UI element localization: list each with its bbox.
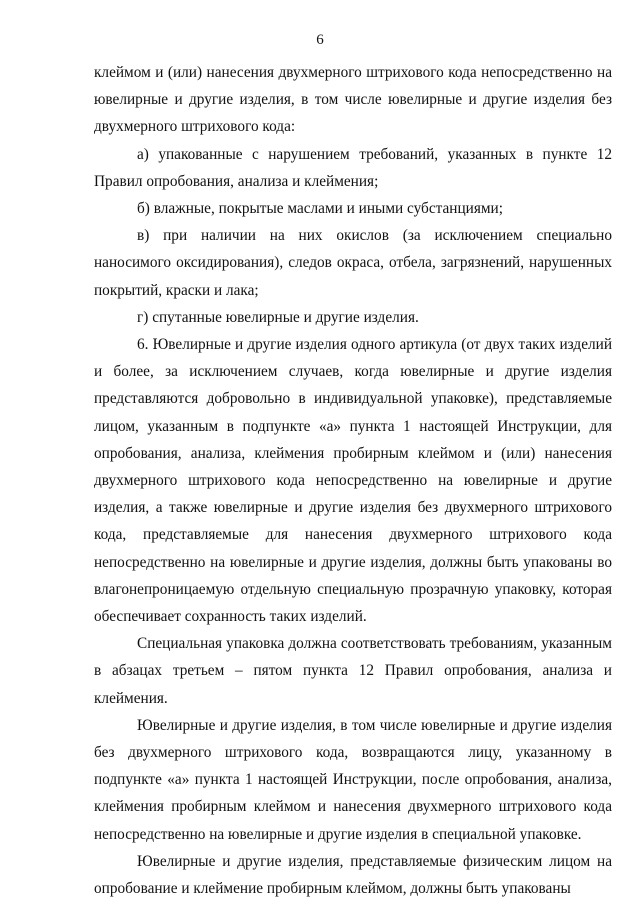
list-item-v: в) при наличии на них окислов (за исключением специально наносимого оксидирования), следов окраса, отбела, загрязнений, нарушенных покрытий, краски и лака; (94, 227, 612, 299)
paragraph-clause-6: 6. Ювелирные и другие изделия одного артикула (от двух таких изделий и более, за исключением случаев, когда ювелирные и другие изделия представляются добровольно в индивидуальной упаковке), представляемые лицом, указанным в подпункте «а» пункта 1 настоящей Инструкции, для опробования, анализа, клеймения пробирным клеймом и (или) нанесения двухмерного штрихового кода непосредственно на ювелирные и другие изделия, а также ювелирные и другие изделия без двухмерного штрихового кода, представляемые для нанесения двухмерного штрихового кода непосредственно на ювелирные и другие изделия, должны быть упакованы во влагонепроницаемую отдельную специальную прозрачную упаковку, которая обеспечивает сохранность таких изделий. (94, 336, 612, 626)
paragraph-continuation: клеймом и (или) нанесения двухмерного штрихового кода непосредственно на ювелирные и другие изделия, в том числе ювелирные и другие изделия без двухмерного штрихового кода: (94, 64, 612, 136)
paragraph-return-items: Ювелирные и другие изделия, в том числе ювелирные и другие изделия без двухмерного штрихового кода, возвращаются лицу, указанному в подпункте «а» пункта 1 настоящей Инструкции, после опробования, анализа, клеймения пробирным клеймом и нанесения двухмерного штрихового кода непосредственно на ювелирные и другие изделия в специальной упаковке. (94, 716, 612, 843)
document-body (94, 59, 612, 902)
list-item-g: г) спутанные ювелирные и другие изделия. (137, 308, 419, 326)
list-item-a: а) упакованные с нарушением требований, указанных в пункте 12 Правил опробования, анализа и клеймения; (94, 145, 612, 190)
paragraph-special-packaging: Специальная упаковка должна соответствовать требованиям, указанным в абзацах третьем – пятом пункта 12 Правил опробования, анализа и клеймения. (94, 635, 612, 707)
paragraph-physical-person: Ювелирные и другие изделия, представляемые физическим лицом на опробование и клеймение пробирным клеймом, должны быть упакованы (94, 852, 612, 898)
list-item-b: б) влажные, покрытые маслами и иными субстанциями; (137, 200, 503, 218)
page-number: 6 (316, 32, 324, 48)
